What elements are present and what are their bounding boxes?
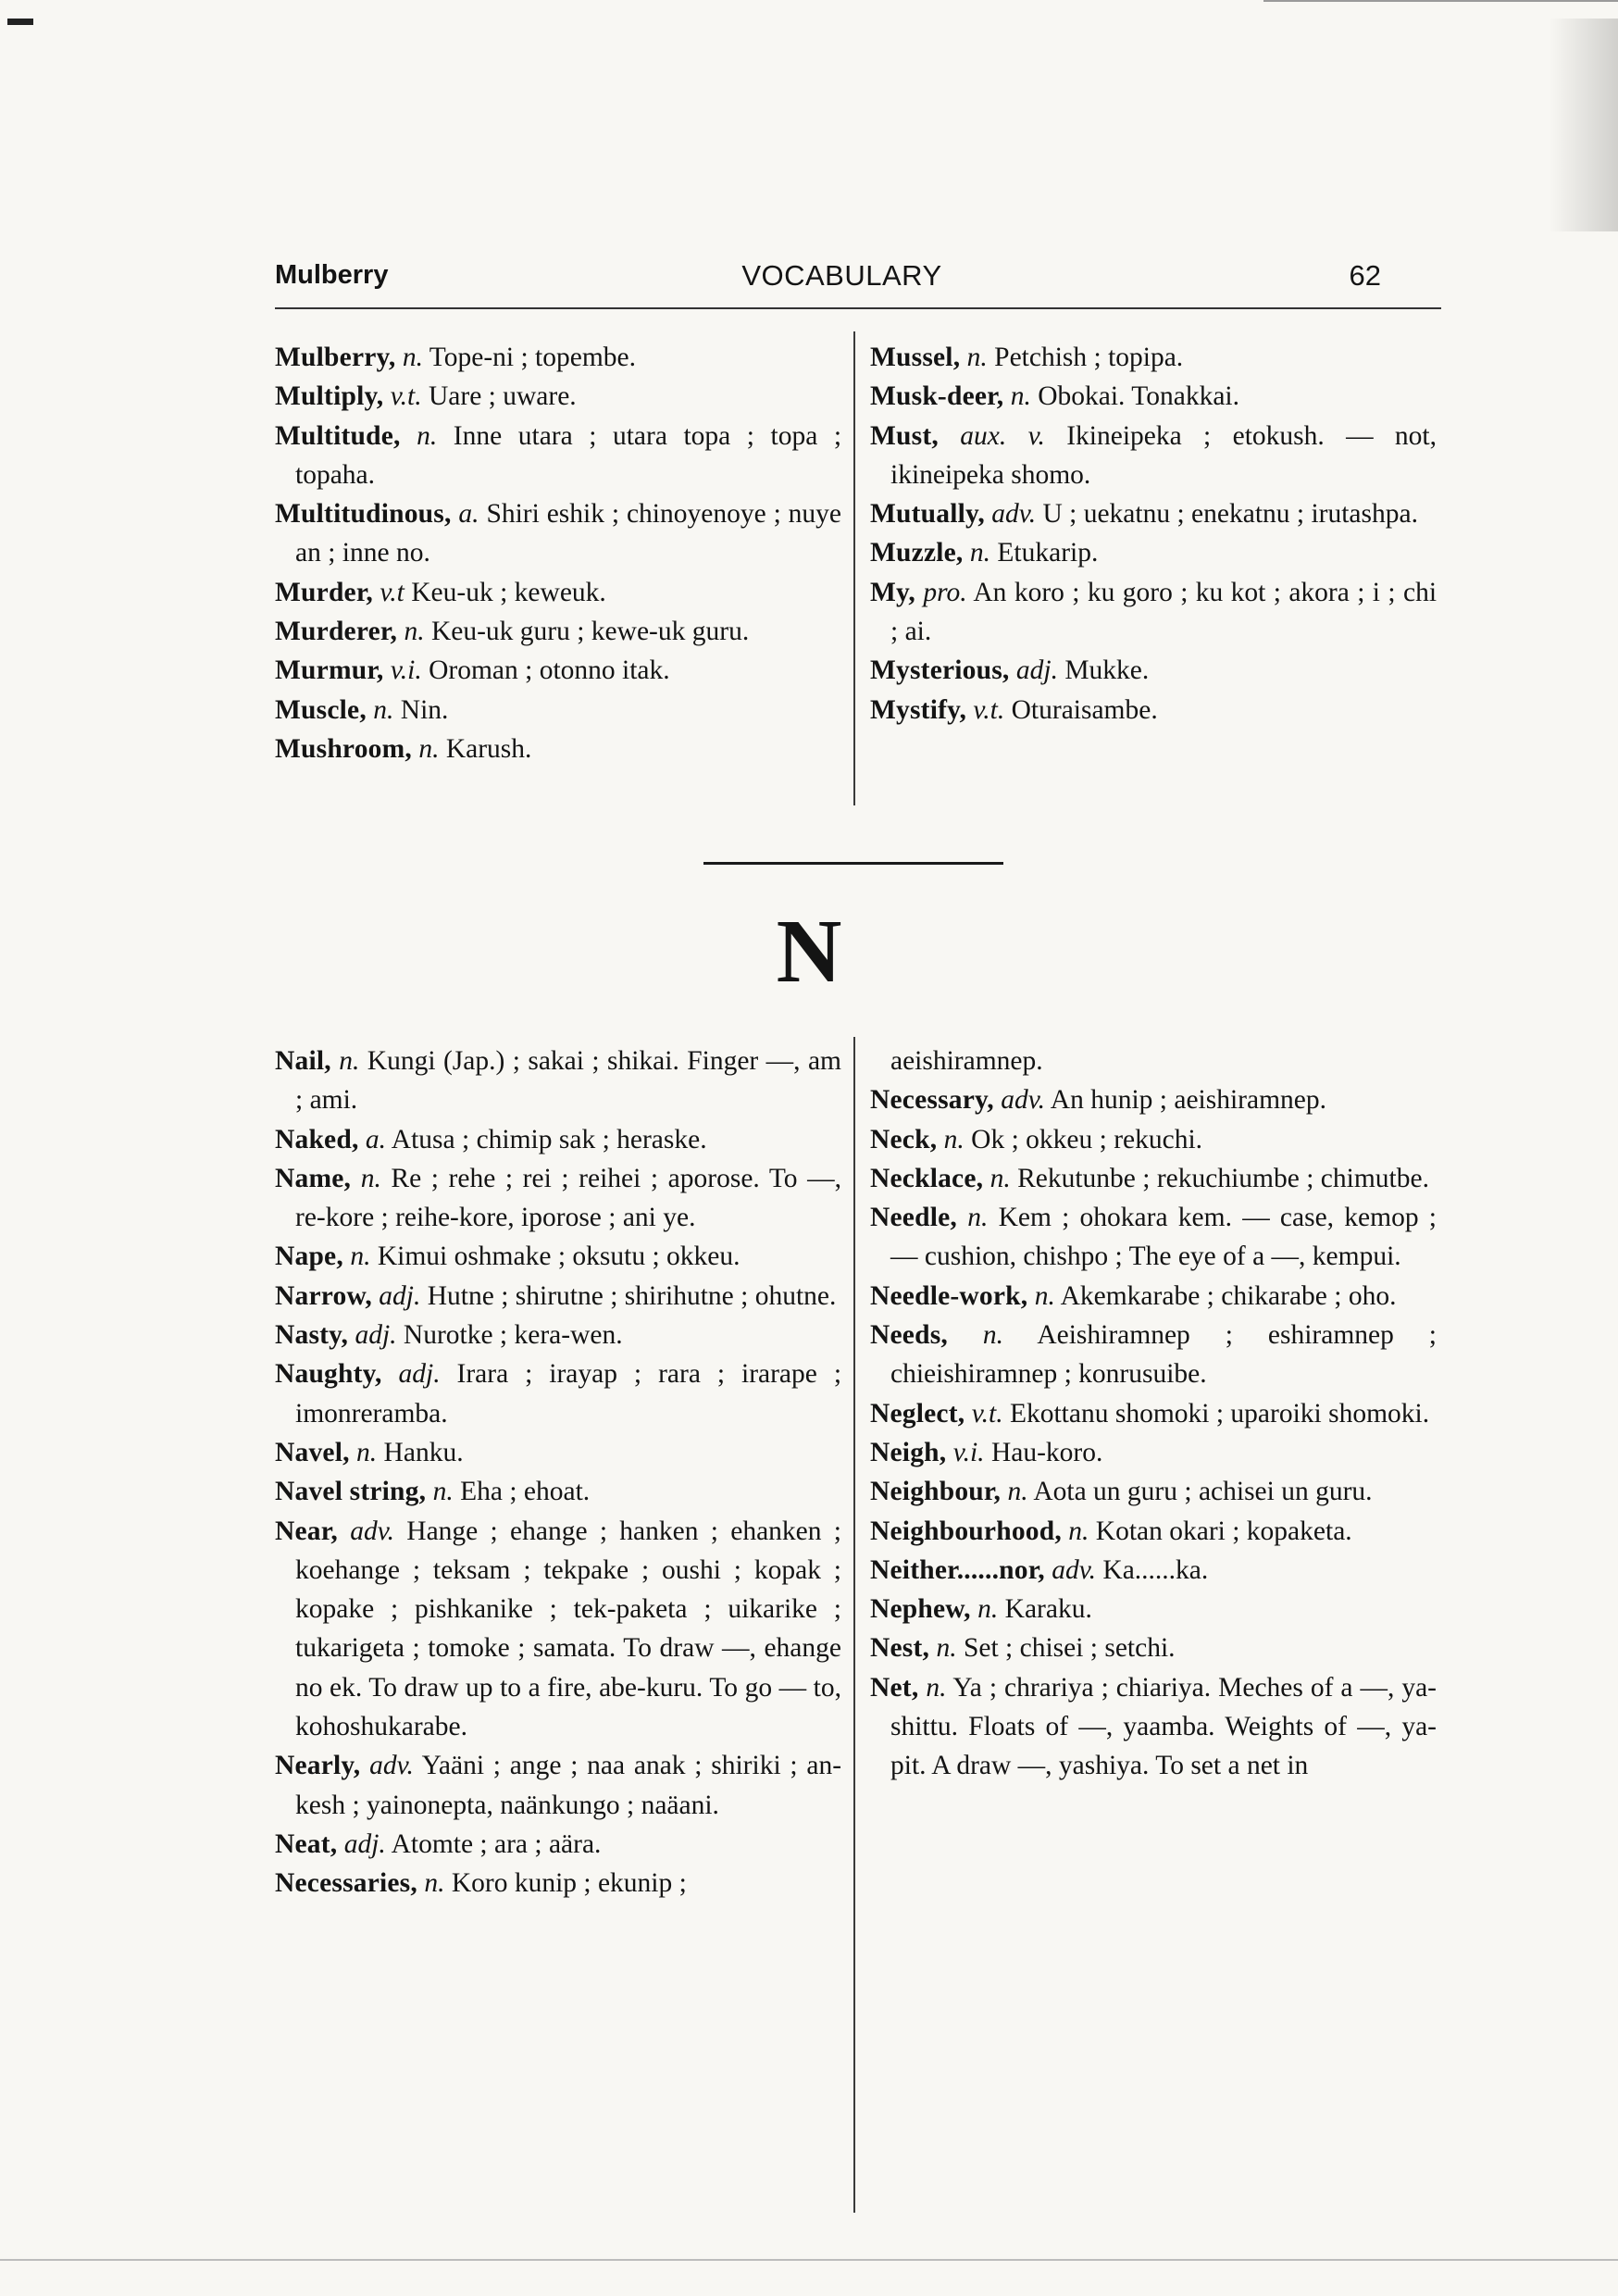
vocabulary-entry	[870, 1433, 1437, 1472]
entry-headword: Needle-work,	[870, 1280, 1028, 1311]
entry-definition: Mukke.	[1064, 655, 1150, 686]
entry-part-of-speech: n.	[943, 1124, 965, 1154]
entry-part-of-speech: n.	[432, 1477, 454, 1507]
entry-part-of-speech: n.	[424, 1868, 445, 1899]
entry-definition: Inne utara ; utara topa ; topa ; topaha.	[295, 420, 842, 490]
guide-word: Mulberry	[275, 260, 389, 290]
entry-definition: Rekutunbe ; rekuchiumbe ; chimutbe.	[1017, 1163, 1429, 1193]
entry-definition: Karaku.	[1004, 1594, 1092, 1625]
section-letter: N	[776, 902, 842, 1002]
entry-part-of-speech: n.	[989, 1163, 1011, 1193]
vocabulary-entry	[870, 417, 1437, 495]
entry-part-of-speech: a.	[458, 499, 479, 530]
entry-definition: Eha ; ehoat.	[460, 1477, 591, 1507]
entry-part-of-speech: adv.	[1001, 1085, 1046, 1116]
vocabulary-entry	[870, 1472, 1437, 1511]
entry-headword: Musk-deer,	[870, 381, 1004, 412]
entry-headword: Neighbourhood,	[870, 1516, 1062, 1546]
vocabulary-entry	[870, 1277, 1437, 1316]
vocabulary-entry	[870, 1159, 1437, 1198]
entry-headword: Neither......nor,	[870, 1554, 1045, 1585]
entry-definition: Hau-koro.	[990, 1437, 1103, 1467]
scan-artifact	[7, 19, 33, 25]
entry-part-of-speech: adv.	[350, 1516, 394, 1546]
entry-part-of-speech: n.	[1007, 1477, 1028, 1507]
entry-headword: Nest,	[870, 1633, 930, 1664]
entry-part-of-speech: n.	[373, 694, 394, 725]
vocabulary-entry	[870, 377, 1437, 416]
entry-headword: Murderer,	[275, 617, 398, 647]
entry-part-of-speech: adv.	[369, 1751, 414, 1781]
scan-shadow	[1549, 19, 1618, 231]
vocabulary-entry	[275, 1433, 841, 1472]
entry-part-of-speech: n.	[1068, 1516, 1089, 1546]
entry-definition: Ekottanu shomoki ; uparoiki shomoki.	[1009, 1398, 1430, 1429]
entry-part-of-speech: n.	[966, 343, 988, 372]
entry-definition: Akemkarabe ; chikarabe ; oho.	[1060, 1280, 1397, 1311]
entry-definition: Oturaisambe.	[1011, 694, 1158, 725]
vocabulary-entry	[870, 1551, 1437, 1590]
entry-definition: Shiri eshik ; chinoyenoye ; nuye an ; inne no.	[295, 499, 841, 568]
vocabulary-entry	[870, 1590, 1437, 1628]
entry-headword: Mysterious,	[870, 655, 1010, 686]
vocabulary-entry	[275, 1472, 841, 1511]
vocabulary-entry	[275, 1864, 841, 1903]
entry-definition: Yaäni ; ange ; naa anak ; shiriki ; an-kesh ; yainonepta, naänkungo ; naäani.	[295, 1751, 842, 1820]
vocabulary-entry	[275, 417, 841, 495]
entry-definition: Atusa ; chimip sak ; heraske.	[391, 1124, 707, 1154]
entry-headword: Necessaries,	[275, 1868, 417, 1899]
vocabulary-entry	[870, 1394, 1437, 1433]
entry-headword: Net,	[870, 1672, 919, 1703]
entry-part-of-speech: adj.	[379, 1280, 421, 1311]
vocabulary-entry	[870, 1512, 1437, 1551]
entry-definition: Ya ; chrariya ; chiariya. Meches of a —, ya-shittu. Floats of —, yaamba. Weights of —, ya-pit. A draw —, yashiya. To set a net in	[890, 1672, 1437, 1781]
entry-part-of-speech: v.t.	[973, 694, 1005, 725]
running-header	[275, 257, 1409, 298]
entry-part-of-speech: n.	[356, 1437, 378, 1467]
column-divider	[853, 331, 855, 805]
column-right-m	[870, 338, 1437, 730]
entry-definition: Keu-uk ; keweuk.	[411, 577, 606, 607]
entry-definition: Ikineipeka ; etokush. — not, ikineipeka shomo.	[890, 420, 1437, 490]
entry-headword: Near,	[275, 1516, 338, 1546]
vocabulary-entry	[275, 1042, 841, 1120]
vocabulary-entry	[275, 1512, 841, 1747]
vocabulary-entry	[870, 1120, 1437, 1159]
entry-part-of-speech: n.	[418, 733, 440, 764]
entry-part-of-speech: adj.	[1015, 655, 1058, 686]
vocabulary-entry	[870, 338, 1437, 377]
vocabulary-entry	[275, 1746, 841, 1825]
entry-definition: Kem ; ohokara kem. — case, kemop ; — cushion, chishpo ; The eye of a —, kempui.	[890, 1203, 1438, 1272]
entry-part-of-speech: n.	[936, 1633, 957, 1664]
entry-definition: Kotan okari ; kopaketa.	[1095, 1516, 1352, 1546]
entry-definition: Keu-uk guru ; kewe-uk guru.	[430, 617, 750, 647]
vocabulary-entry	[275, 1354, 841, 1433]
header-rule	[275, 307, 1441, 309]
entry-part-of-speech: adj.	[355, 1320, 397, 1351]
entry-definition: Atomte ; ara ; aära.	[391, 1828, 602, 1859]
entry-headword: Multitude,	[275, 420, 401, 451]
entry-definition: Oroman ; otonno itak.	[429, 655, 670, 686]
entry-definition: Set ; chisei ; setchi.	[963, 1633, 1176, 1664]
entry-definition: aeishiramnep.	[890, 1046, 1043, 1076]
entry-definition: Irara ; irayap ; rara ; irarape ; imonreramba.	[295, 1359, 842, 1429]
entry-headword: Must,	[870, 420, 939, 451]
entry-part-of-speech: n.	[967, 1203, 989, 1233]
entry-part-of-speech: n.	[404, 617, 425, 647]
entry-definition: Re ; rehe ; rei ; reihei ; aporose. To —, re-kore ; reihe-kore, iporose ; ani ye.	[295, 1163, 842, 1233]
entry-definition: Kungi (Jap.) ; sakai ; shikai. Finger —, am ; ami.	[295, 1046, 841, 1116]
entry-headword: Neglect,	[870, 1398, 965, 1429]
entry-part-of-speech: n.	[402, 343, 423, 372]
entry-definition: An koro ; ku goro ; ku kot ; akora ; i ; chi ; ai.	[890, 577, 1438, 647]
entry-headword: Naked,	[275, 1124, 359, 1154]
entry-headword: Nephew,	[870, 1594, 971, 1625]
entry-headword: Narrow,	[275, 1280, 372, 1311]
entry-part-of-speech: adj.	[343, 1828, 386, 1859]
entry-definition: Tope-ni ; topembe.	[429, 343, 637, 372]
vocabulary-entry	[275, 377, 841, 416]
entry-headword: Mystify,	[870, 694, 967, 725]
entry-definition: Aeishiramnep ; eshiramnep ; chieishiramnep ; konrusuibe.	[890, 1320, 1437, 1390]
entry-definition: Karush.	[445, 733, 532, 764]
entry-headword: Naughty,	[275, 1359, 382, 1390]
entry-headword: Mussel,	[870, 343, 961, 372]
vocabulary-entry	[870, 1198, 1437, 1277]
vocabulary-entry	[275, 1120, 841, 1159]
entry-part-of-speech: n.	[969, 538, 991, 568]
entry-part-of-speech: adv.	[991, 499, 1037, 530]
entry-definition: Ka......ka.	[1102, 1554, 1209, 1585]
entry-headword: Mushroom,	[275, 733, 412, 764]
entry-part-of-speech: v.i.	[390, 655, 422, 686]
entry-headword: Navel,	[275, 1437, 350, 1467]
entry-headword: Nape,	[275, 1242, 343, 1272]
entry-part-of-speech: v.t	[380, 577, 404, 607]
entry-headword: Necessary,	[870, 1085, 994, 1116]
entry-part-of-speech: v.t.	[971, 1398, 1003, 1429]
entry-headword: Neck,	[870, 1124, 938, 1154]
vocabulary-entry	[275, 573, 841, 612]
entry-part-of-speech: n.	[926, 1672, 947, 1703]
entry-definition: Aota un guru ; achisei un guru.	[1033, 1477, 1373, 1507]
vocabulary-entry	[275, 612, 841, 651]
vocabulary-entry	[870, 573, 1437, 652]
entry-definition: Koro kunip ; ekunip ;	[451, 1868, 687, 1899]
page-edge-bottom	[0, 2259, 1618, 2261]
entry-headword: Murder,	[275, 577, 374, 607]
entry-definition: Kimui oshmake ; oksutu ; okkeu.	[377, 1242, 741, 1272]
entry-definition: U ; uekatnu ; enekatnu ; irutashpa.	[1042, 499, 1418, 530]
entry-part-of-speech: n.	[977, 1594, 999, 1625]
entry-definition: Ok ; okkeu ; rekuchi.	[971, 1124, 1203, 1154]
entry-headword: Nearly,	[275, 1751, 361, 1781]
entry-part-of-speech: n.	[1010, 381, 1031, 412]
entry-part-of-speech: n.	[982, 1320, 1004, 1351]
column-left-n	[275, 1042, 841, 1903]
section-divider-rule	[703, 862, 1003, 865]
entry-headword: Necklace,	[870, 1163, 984, 1193]
vocabulary-entry	[870, 1628, 1437, 1667]
entry-part-of-speech: pro.	[923, 577, 967, 607]
vocabulary-entry	[275, 1825, 841, 1864]
entry-definition: Petchish ; topipa.	[994, 343, 1184, 372]
entry-part-of-speech: a.	[365, 1124, 387, 1154]
entry-definition: Etukarip.	[997, 538, 1099, 568]
entry-headword: Mutually,	[870, 499, 985, 530]
entry-definition: Nurotke ; kera-wen.	[403, 1320, 623, 1351]
vocabulary-entry	[275, 494, 841, 573]
vocabulary-entry	[275, 651, 841, 690]
entry-headword: Muscle,	[275, 694, 367, 725]
entry-definition: Hanku.	[383, 1437, 464, 1467]
vocabulary-entry	[870, 691, 1437, 730]
entry-headword: Multitudinous,	[275, 499, 452, 530]
vocabulary-entry	[870, 1080, 1437, 1119]
entry-definition: An hunip ; aeishiramnep.	[1050, 1085, 1327, 1116]
page-edge-top	[1263, 0, 1618, 2]
entry-headword: Navel string,	[275, 1477, 427, 1507]
vocabulary-entry	[275, 1159, 841, 1238]
entry-headword: Needle,	[870, 1203, 957, 1233]
entry-definition: Obokai. Tonakkai.	[1038, 381, 1239, 412]
page-number: 62	[1349, 259, 1381, 292]
entry-part-of-speech: n.	[1034, 1280, 1055, 1311]
entry-part-of-speech: n.	[360, 1163, 381, 1193]
entry-part-of-speech: n.	[339, 1046, 360, 1076]
entry-headword: Name,	[275, 1163, 352, 1193]
vocabulary-entry	[870, 1316, 1437, 1394]
entry-headword: Neigh,	[870, 1437, 947, 1467]
vocabulary-entry	[275, 1277, 841, 1316]
page-title: VOCABULARY	[741, 259, 942, 292]
column-left-m	[275, 338, 841, 768]
entry-part-of-speech: n.	[417, 420, 438, 451]
entry-headword: Nasty,	[275, 1320, 349, 1351]
column-divider	[853, 1037, 855, 2213]
entry-definition: Uare ; uware.	[428, 381, 577, 412]
entry-part-of-speech: n.	[350, 1242, 371, 1272]
entry-headword: Needs,	[870, 1320, 948, 1351]
vocabulary-entry	[275, 730, 841, 768]
entry-definition: Hange ; ehange ; hanken ; ehanken ; koehange ; teksam ; tekpake ; oushi ; kopak ; kopake ; pishkanike ; tek-paketa ; uikarike ; tukarigeta ; tomoke ; samata. To draw —, ehange no ek. To draw up to a fire, abe-kuru. To go — to, kohoshukarabe.	[295, 1516, 841, 1742]
entry-headword: Neat,	[275, 1828, 338, 1859]
entry-headword: Muzzle,	[870, 538, 964, 568]
entry-part-of-speech: v.t.	[390, 381, 422, 412]
entry-headword: My,	[870, 577, 915, 607]
entry-definition: Nin.	[400, 694, 449, 725]
vocabulary-entry	[870, 1668, 1437, 1786]
vocabulary-entry	[870, 533, 1437, 572]
vocabulary-entry	[870, 494, 1437, 533]
entry-part-of-speech: adv.	[1052, 1554, 1097, 1585]
entry-headword: Multiply,	[275, 381, 384, 412]
entry-part-of-speech: aux. v.	[960, 420, 1045, 451]
entry-headword: Mulberry,	[275, 343, 396, 372]
entry-headword: Neighbour,	[870, 1477, 1002, 1507]
vocabulary-entry	[275, 338, 841, 377]
vocabulary-entry	[275, 691, 841, 730]
vocabulary-entry	[275, 1237, 841, 1276]
entry-part-of-speech: v.i.	[952, 1437, 985, 1467]
vocabulary-entry	[275, 1316, 841, 1354]
entry-definition: Hutne ; shirutne ; shirihutne ; ohutne.	[427, 1280, 837, 1311]
vocabulary-entry	[870, 1042, 1437, 1080]
entry-headword: Murmur,	[275, 655, 384, 686]
column-right-n	[870, 1042, 1437, 1786]
entry-part-of-speech: adj.	[398, 1359, 441, 1390]
entry-headword: Nail,	[275, 1046, 331, 1076]
vocabulary-entry	[870, 651, 1437, 690]
